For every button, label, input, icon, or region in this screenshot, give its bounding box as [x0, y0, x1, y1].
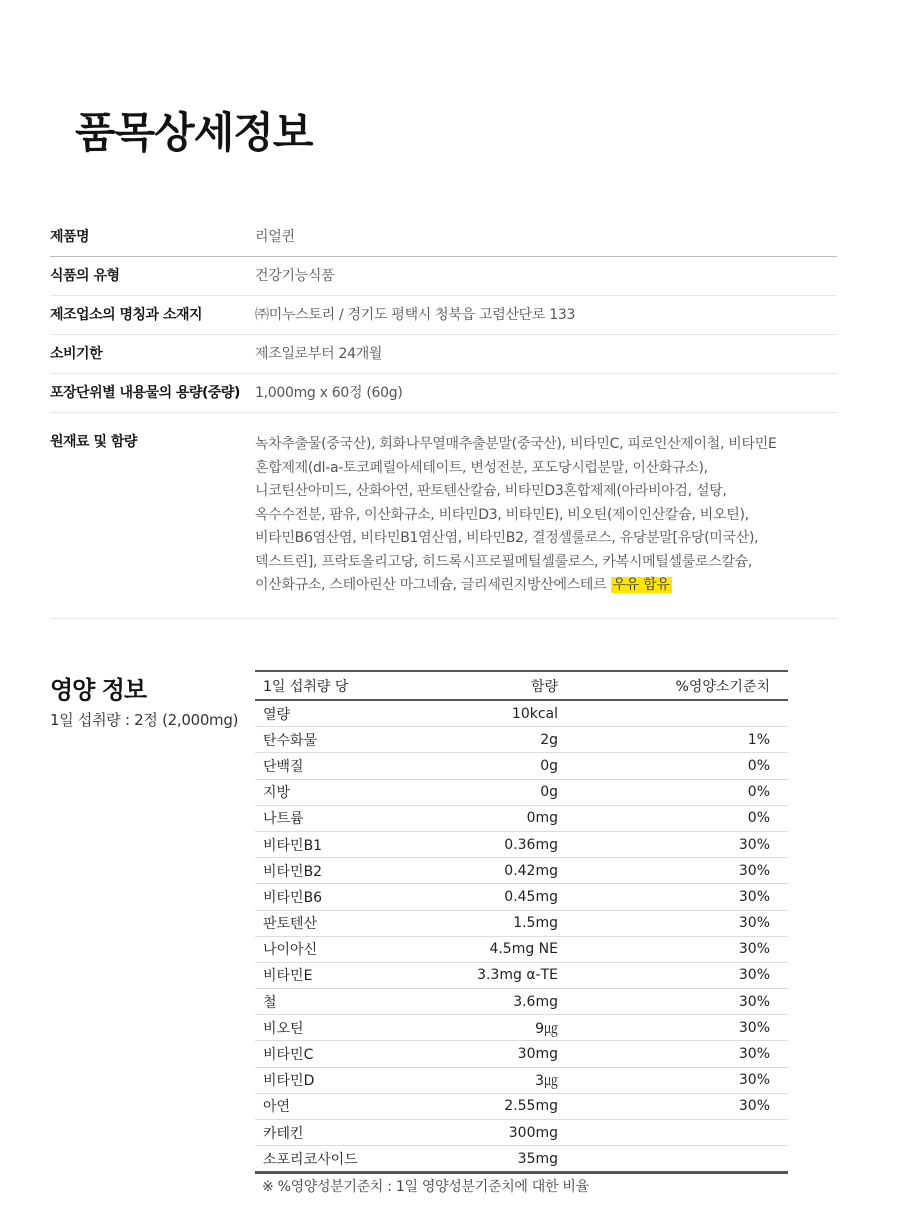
info-row-ingredients [50, 413, 837, 619]
ingredients-line: 혼합제제(dl-a-토코페릴아세테이트, 변성전분, 포도당시럽분말, 이산화규소), [255, 459, 708, 476]
table-row [255, 989, 788, 1015]
nutrient-amount: 2.55mg [504, 1098, 558, 1115]
nutrient-percent: 30% [738, 1098, 770, 1115]
nutrient-amount: 0.45mg [504, 888, 558, 905]
ingredients-line: 녹차추출물(중국산), 회화나무열매추출분말(중국산), 비타민C, 피로인산제이철, 비타민E [255, 436, 777, 452]
ingredients-text [255, 433, 837, 598]
info-label: 원재료 및 함량 [50, 434, 137, 450]
info-row-food-type [50, 257, 837, 296]
table-row [255, 780, 788, 806]
nutrient-amount: 4.5mg NE [489, 941, 558, 958]
nutrient-name: 비타민B2 [263, 863, 323, 880]
page-title: 품목상세정보 [75, 108, 313, 157]
nutrient-name: 비타민C [263, 1047, 314, 1064]
nutrient-amount: 9㎍ [535, 1020, 558, 1037]
nutrition-table [255, 670, 788, 1174]
nutrient-percent: 1% [747, 731, 770, 748]
nutrient-percent: 30% [738, 888, 770, 905]
nutrient-name: 탄수화물 [263, 732, 318, 749]
nutrient-name: 비타민D [263, 1073, 315, 1090]
nutrient-amount: 3.3mg α-TE [477, 967, 558, 984]
nutrient-amount: 3.6mg [513, 993, 558, 1010]
info-row-manufacturer [50, 296, 837, 335]
table-row [255, 858, 788, 884]
info-label: 식품의 유형 [50, 268, 120, 284]
nutrient-amount: 10kcal [511, 705, 558, 722]
nutrient-amount: 30mg [517, 1046, 558, 1063]
nutrient-name: 비타민B6 [263, 889, 323, 906]
nutrient-percent: 0% [747, 757, 770, 774]
nutrient-amount: 35mg [517, 1150, 558, 1167]
table-row [255, 753, 788, 779]
ingredients-line [255, 574, 837, 598]
nutrient-name: 비오틴 [263, 1020, 304, 1037]
table-row [255, 1015, 788, 1041]
info-label: 제조업소의 명칭과 소재지 [50, 307, 203, 323]
info-value: 제조일로부터 24개월 [255, 346, 383, 362]
nutrient-percent: 0% [747, 810, 770, 827]
nutrient-percent: 30% [738, 862, 770, 879]
nutrition-table-header [255, 672, 788, 701]
nutrient-amount: 3㎍ [535, 1073, 558, 1090]
nutrient-percent: 0% [747, 784, 770, 801]
nutrient-percent: 30% [738, 836, 770, 853]
nutrient-amount: 0.36mg [504, 836, 558, 853]
nutrient-name: 열량 [263, 706, 291, 723]
nutrient-amount: 1.5mg [513, 915, 558, 932]
table-row [255, 963, 788, 989]
info-label: 포장단위별 내용물의 용량(중량) [50, 385, 240, 401]
nutrition-rows [255, 701, 788, 1174]
nutrient-amount: 0.42mg [504, 862, 558, 879]
header-name: 1일 섭취량 당 [263, 678, 349, 695]
ingredients-last-text: 이산화규소, 스테아린산 마그네슘, 글리세린지방산에스테르 [255, 577, 607, 593]
nutrient-percent: 30% [738, 941, 770, 958]
nutrient-percent: 30% [738, 1046, 770, 1063]
table-row [255, 1120, 788, 1146]
nutrient-percent: 30% [738, 1072, 770, 1089]
table-row [255, 1068, 788, 1094]
table-row [255, 937, 788, 963]
nutrient-amount: 0g [540, 757, 558, 774]
nutrient-amount: 2g [540, 731, 558, 748]
nutrient-amount: 300mg [508, 1124, 558, 1141]
ingredients-line: 니코틴산아미드, 산화아연, 판토텐산칼슘, 비타민D3혼합제제(아라비아검, 설탕, [255, 483, 727, 499]
header-percent: %영양소기준치 [675, 678, 770, 695]
allergen-highlight: 우유 함유 [612, 577, 670, 593]
info-label: 소비기한 [50, 346, 103, 362]
info-value: 1,000mg x 60정 (60g) [255, 385, 403, 401]
nutrition-serving-size: 1일 섭취량 : 2정 (2,000mg) [50, 711, 239, 729]
table-row [255, 1094, 788, 1120]
nutrient-name: 나이아신 [263, 942, 318, 959]
table-row [255, 911, 788, 937]
nutrient-amount: 0mg [526, 810, 558, 827]
nutrient-name: 단백질 [263, 758, 304, 775]
nutrient-name: 소포리코사이드 [263, 1151, 358, 1168]
product-info-table [50, 218, 837, 619]
header-amount: 함량 [530, 678, 558, 695]
nutrient-name: 나트륨 [263, 811, 304, 828]
info-value: 건강기능식품 [255, 268, 335, 284]
nutrition-heading: 영양 정보 [50, 676, 147, 704]
nutrient-name: 아연 [263, 1099, 291, 1116]
table-row [255, 806, 788, 832]
table-row [255, 1146, 788, 1174]
info-row-product-name [50, 218, 837, 257]
nutrient-percent: 30% [738, 915, 770, 932]
table-row [255, 1041, 788, 1067]
ingredients-line: 옥수수전분, 팜유, 이산화규소, 비타민D3, 비타민E), 비오틴(제이인산칼슘, 비오틴), [255, 506, 749, 523]
table-row [255, 701, 788, 727]
nutrient-name: 카테킨 [263, 1125, 304, 1142]
info-value: 리얼퀸 [255, 229, 295, 245]
nutrient-name: 철 [263, 994, 277, 1011]
nutrient-name: 비타민E [263, 968, 313, 985]
info-label: 제품명 [50, 229, 90, 245]
nutrient-name: 비타민B1 [263, 837, 323, 854]
nutrient-percent: 30% [738, 967, 770, 984]
nutrient-percent: 30% [738, 993, 770, 1010]
table-row [255, 727, 788, 753]
nutrient-name: 판토텐산 [263, 916, 318, 933]
ingredients-line: 덱스트린], 프락토올리고당, 히드록시프로필메틸셀룰로스, 카복시메틸셀룰로스칼슘, [255, 553, 753, 570]
info-row-expiry [50, 335, 837, 374]
info-value: ㈜미누스토리 / 경기도 평택시 청북읍 고렴산단로 133 [255, 307, 576, 323]
nutrient-name: 지방 [263, 785, 291, 802]
info-row-package-volume [50, 374, 837, 413]
nutrient-percent: 30% [738, 1019, 770, 1036]
ingredients-line: 비타민B6염산염, 비타민B1염산염, 비타민B2, 결정셀룰로스, 유당분말[유당(미국산), [255, 530, 759, 546]
nutrition-footnote: ※ %영양성분기준치 : 1일 영양성분기준치에 대한 비율 [262, 1179, 589, 1195]
table-row [255, 884, 788, 910]
table-row [255, 832, 788, 858]
nutrient-amount: 0g [540, 784, 558, 801]
